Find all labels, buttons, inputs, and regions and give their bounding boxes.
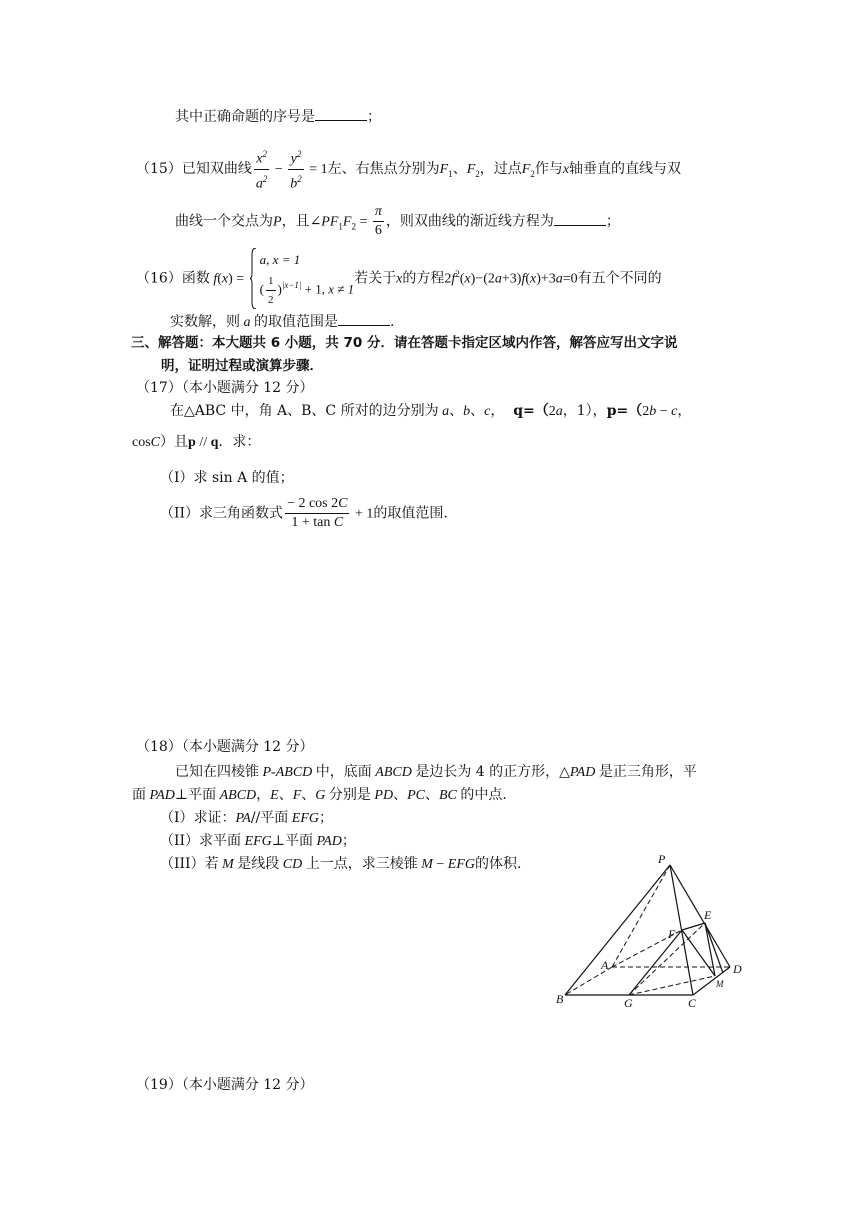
label-c: C	[688, 996, 697, 1010]
q17-vector-q: q=（	[513, 403, 549, 419]
q16-text-2: 若关于	[354, 270, 397, 287]
question-15-line-2: 曲线一个交点为P，且$\angle PF_1F_2$ = $\frac{\pi}{6}$ ，则双曲线的渐近线方程为 ；	[175, 204, 620, 238]
question-18-part-3: （III）若 M 是线段 CD 上一点，求三棱锥 M − EFG的体积.	[160, 856, 522, 872]
question-16-line-2: 实数解，则 a 的取值范围是 .	[170, 311, 394, 333]
q16-text-1: 函数	[181, 270, 210, 287]
fraction-trig-expression: $\frac{- 2 \cos 2C}{\text{1 + tan C}}$	[287, 496, 348, 530]
q15-text-7: ，且	[281, 213, 310, 230]
q17-text-1: 在△ABC 中，角 A、B、C 所对的边分别为	[170, 403, 439, 419]
label-a: A	[601, 958, 609, 972]
q18-part1-end: ；	[319, 810, 333, 826]
q18-part3-text-a: （III）若	[160, 856, 219, 872]
q18-text-2a: 面	[132, 787, 146, 803]
q15-text-3: ，过点	[479, 161, 522, 178]
q15-text-8: ，则双曲线的渐近线方程为	[385, 213, 554, 230]
q17-part2-text-b: 的取值范围.	[373, 505, 448, 522]
answer-blank	[315, 106, 367, 121]
q16-text-4: 有五个不同的	[577, 270, 662, 287]
q15-text-5: 轴垂直的直线与双	[569, 161, 682, 178]
label-d: D	[733, 962, 742, 976]
q18-part3-text-c: 上一点，求三棱锥	[305, 856, 418, 872]
q18-part2-end: ；	[341, 833, 356, 849]
q18-text-2d: 的中点.	[460, 787, 507, 803]
q15-number: （15）	[136, 161, 182, 178]
q17-text-2: ，	[490, 403, 505, 419]
q17-text-7: ）且	[160, 434, 189, 450]
q18-text-1a: 已知在四棱锥	[175, 764, 259, 780]
question-17-line-2: cosC）且p // q．求：	[132, 434, 261, 450]
q15-text-2: 左、右焦点分别为	[327, 161, 440, 178]
q15-text-1: 已知双曲线	[181, 161, 252, 178]
label-e: E	[704, 908, 712, 922]
q18-part3-text-b: 是线段	[237, 856, 280, 872]
section-3-heading-line-2: 明，证明过程或演算步骤．	[161, 358, 323, 374]
prev-tail-text: 其中正确命题的序号是	[175, 109, 315, 125]
question-17-header: （17）（本小题满分 12 分）	[136, 380, 314, 396]
label-p: P	[658, 852, 666, 866]
fraction-pi-6: $\frac{\pi}{6}$	[374, 204, 382, 238]
q17-text-6: ，	[677, 403, 692, 419]
q18-part1-text-b: //平面	[250, 810, 289, 826]
question-18-header: （18）（本小题满分 12 分）	[136, 739, 314, 755]
question-16-line-1: （16）函数 f(x) = a, x = 1 ( $\frac{1}{2}$ )$^{|x-1|}$ + 1, x ≠ 1 若关于x的方程$2f^2(x)-(2a+3)f(x)+3a=0$有五个不同的	[136, 248, 662, 309]
question-19-header: （19）（本小题满分 12 分）	[136, 1077, 314, 1093]
answer-blank	[338, 311, 390, 326]
q16-end: .	[390, 314, 395, 330]
label-f: F	[668, 927, 676, 941]
q16-number: （16）	[136, 270, 182, 287]
question-17-line-1: 在△ABC 中，角 A、B、C 所对的边分别为 a、b、c， q=（2a，1），p=（2b − c，	[170, 403, 692, 419]
q18-part2-text-a: （II）求平面	[160, 833, 242, 849]
fraction-y2-b2: $\frac{y^2}{b^2}$	[288, 145, 304, 193]
q18-text-1b: 中，底面	[315, 764, 372, 780]
question-18-part-2: （II）求平面 EFG⊥平面 PAD；	[160, 833, 356, 849]
question-17-part-2: （II）求三角函数式 $\frac{- 2 \cos 2C}{\text{1 + tan C}}$ + 1的取值范围.	[160, 496, 448, 530]
prev-tail-end: ；	[367, 109, 381, 125]
label-m: M	[716, 979, 724, 989]
section-3-heading-line-1: 三、解答题：本大题共 6 小题，共 70 分．请在答题卡指定区域内作答，解答应写出文字说	[131, 335, 678, 351]
q15-text-6: 曲线一个交点为	[175, 213, 273, 230]
q17-text-8: ．求：	[218, 434, 261, 450]
q15-text-4: 作与	[534, 161, 563, 178]
piecewise-function: a, x = 1 ( $\frac{1}{2}$ )$^{|x-1|}$ + 1, x ≠ 1	[250, 248, 354, 309]
previous-question-tail	[175, 106, 381, 127]
q18-part3-text-d: 的体积.	[475, 856, 522, 872]
question-15-line-1: （15）已知双曲线 $\frac{x^2}{a^2}$ − $\frac{y^2}{b^2}$ = 1左、右焦点分别为$F_1$、$F_2$，过点$F_2$作与x轴垂直的直线与双	[136, 145, 681, 193]
q15-end: ；	[605, 213, 620, 230]
q17-part2-text-a: （II）求三角函数式	[160, 505, 284, 522]
q18-text-1d: 是正三角形，平	[598, 764, 697, 780]
pyramid-figure	[540, 845, 770, 1015]
question-18-line-1: 已知在四棱锥 P-ABCD 中，底面 ABCD 是边长为 4 的正方形，△PAD 是正三角形，平	[175, 764, 697, 780]
q17-vector-p: p=（	[606, 403, 643, 419]
q18-part2-text-b: ⊥平面	[271, 833, 313, 849]
fraction-x2-a2: $\frac{x^2}{a^2}$	[254, 145, 270, 193]
q18-part1-text-a: （I）求证：	[160, 810, 236, 826]
answer-blank	[554, 211, 606, 226]
q16-text-6: 的取值范围是	[254, 314, 338, 330]
question-17-part-1: （I）求 sin A 的值；	[160, 470, 294, 486]
q18-text-1c: 是边长为 4 的正方形，△	[415, 764, 570, 780]
q16-text-3: 的方程	[402, 270, 445, 287]
label-g: G	[624, 996, 633, 1010]
question-18-part-1: （I）求证：PA//平面 EFG；	[160, 810, 333, 826]
label-b: B	[556, 992, 564, 1006]
question-18-line-2: 面 PAD⊥平面 ABCD，E、F、G 分别是 PD、PC、BC 的中点.	[132, 787, 507, 803]
q18-text-2c: 分别是	[328, 787, 371, 803]
q16-text-5: 实数解，则	[170, 314, 240, 330]
q18-text-2b: ⊥平面	[174, 787, 217, 803]
q17-text-4: ，1），	[562, 403, 607, 419]
